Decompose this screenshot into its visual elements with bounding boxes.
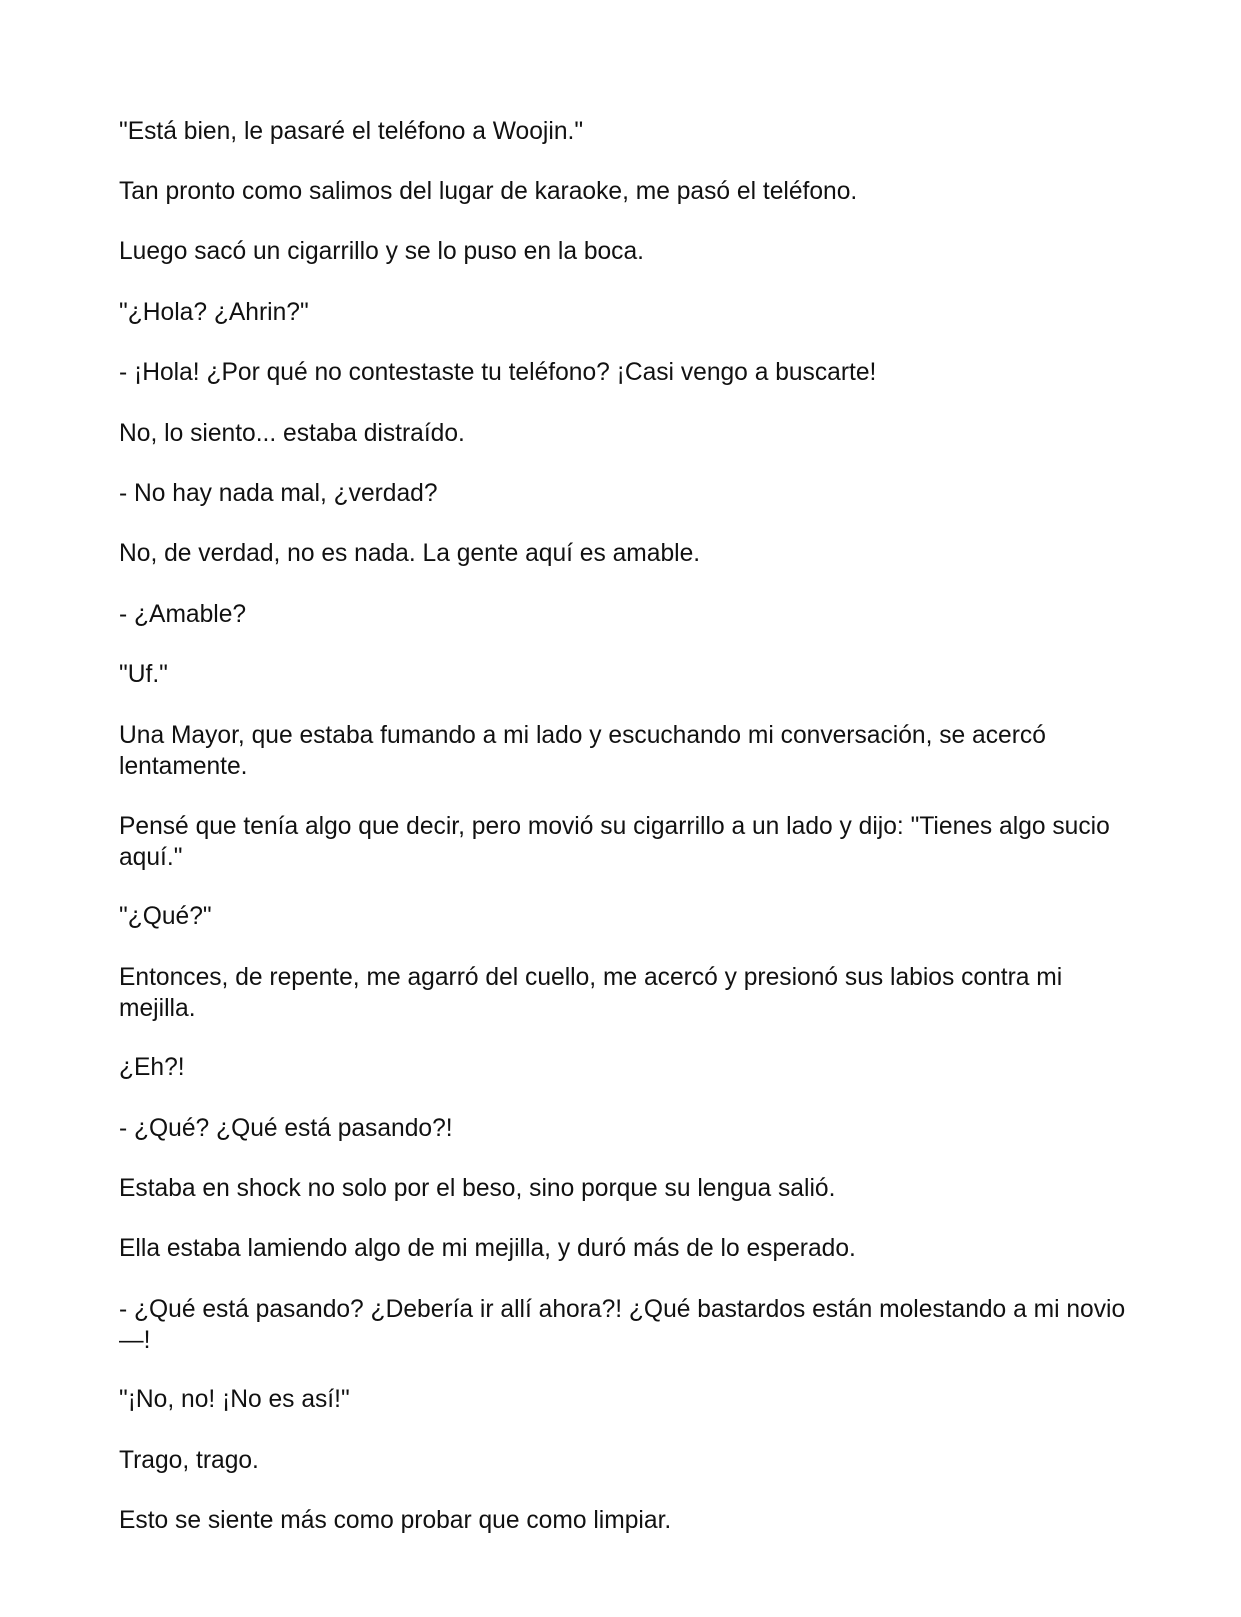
paragraph: Trago, trago. xyxy=(119,1447,259,1474)
paragraph: "¿Qué?" xyxy=(119,903,212,930)
paragraph: Una Mayor, que estaba fumando a mi lado y escuchando mi conversación, se acercó lentamente. xyxy=(119,722,1046,780)
paragraph: "¡No, no! ¡No es así!" xyxy=(119,1386,350,1413)
paragraph: Ella estaba lamiendo algo de mi mejilla, y duró más de lo esperado. xyxy=(119,1235,856,1262)
paragraph: Pensé que tenía algo que decir, pero movió su cigarrillo a un lado y dijo: "Tienes algo sucio aquí." xyxy=(119,813,1110,871)
paragraph: - ¿Qué está pasando? ¿Debería ir allí ahora?! ¿Qué bastardos están molestando a mi novio—! xyxy=(119,1296,1126,1354)
paragraph: "Uf." xyxy=(119,661,168,688)
paragraph: ¿Eh?! xyxy=(119,1054,185,1081)
paragraph: "Está bien, le pasaré el teléfono a Woojin." xyxy=(119,118,584,145)
paragraph: Estaba en shock no solo por el beso, sino porque su lengua salió. xyxy=(119,1175,836,1202)
paragraph: - ¿Amable? xyxy=(119,601,247,628)
paragraph: No, lo siento... estaba distraído. xyxy=(119,420,465,447)
paragraph: Tan pronto como salimos del lugar de karaoke, me pasó el teléfono. xyxy=(119,178,858,205)
paragraph: - ¿Qué? ¿Qué está pasando?! xyxy=(119,1115,453,1142)
paragraph: "¿Hola? ¿Ahrin?" xyxy=(119,299,309,326)
paragraph: No, de verdad, no es nada. La gente aquí es amable. xyxy=(119,540,701,567)
paragraph: Entonces, de repente, me agarró del cuello, me acercó y presionó sus labios contra mi mejilla. xyxy=(119,964,1063,1022)
paragraph: - ¡Hola! ¿Por qué no contestaste tu teléfono? ¡Casi vengo a buscarte! xyxy=(119,359,877,386)
paragraph: Esto se siente más como probar que como limpiar. xyxy=(119,1507,672,1534)
paragraph: - No hay nada mal, ¿verdad? xyxy=(119,480,438,507)
paragraph: Luego sacó un cigarrillo y se lo puso en la boca. xyxy=(119,238,644,265)
